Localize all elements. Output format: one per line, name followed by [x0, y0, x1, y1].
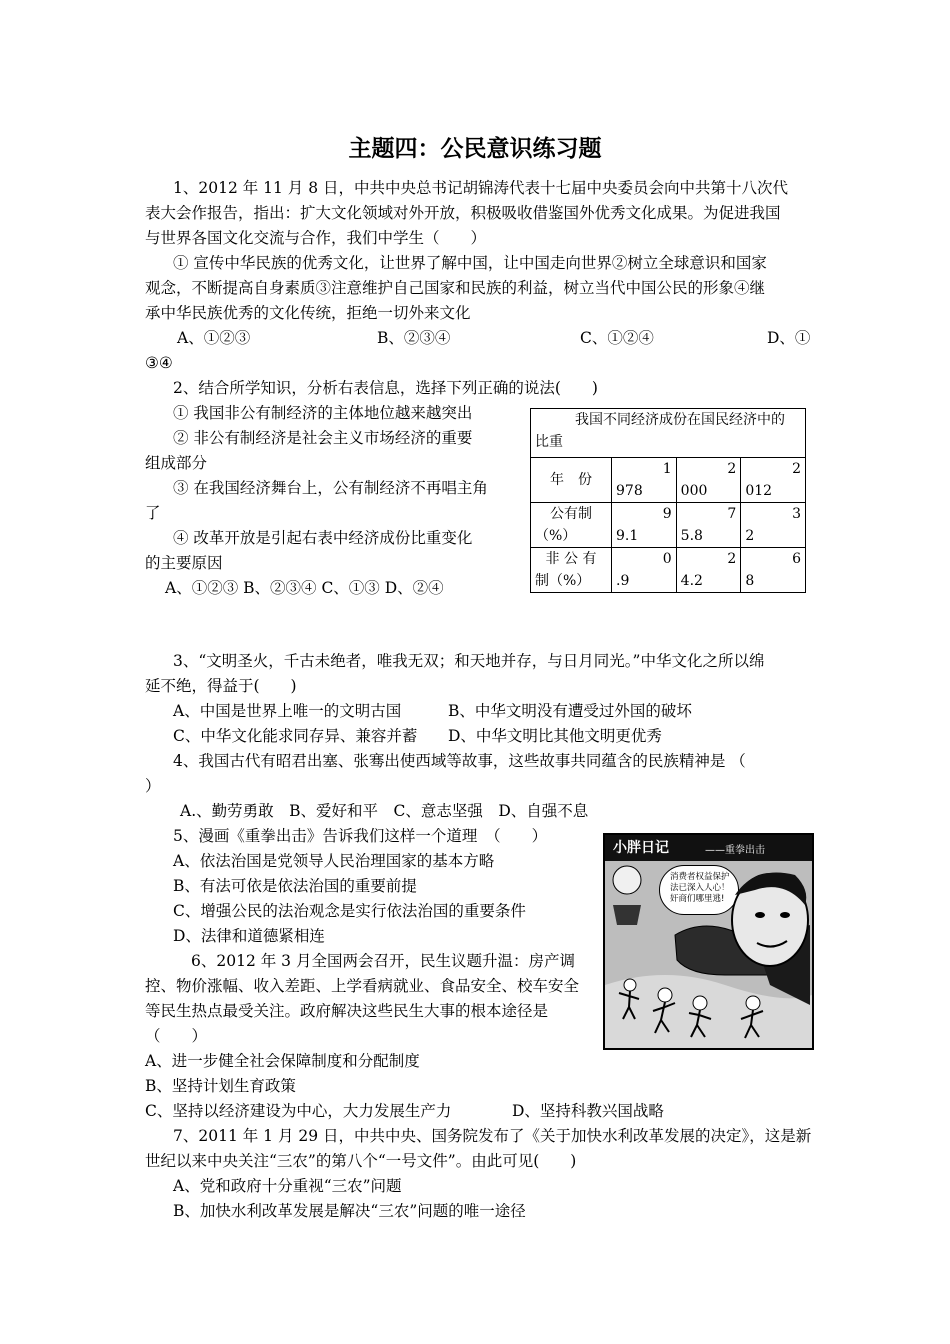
q2-line-7: 的主要原因 — [145, 554, 223, 572]
cartoon-image — [603, 833, 814, 1050]
table-cell: 9 9.1 — [612, 503, 677, 548]
q2-line-5: 了 — [145, 504, 161, 522]
economy-share-table — [530, 408, 806, 593]
q2-options: A、①②③ B、②③④ C、①③ D、②④ — [165, 579, 444, 597]
q5-option-d: D、法律和道德紧相连 — [173, 927, 325, 945]
row-label-public: 公有制 （%） — [531, 503, 612, 548]
q1-option-d-wrap: ③④ — [145, 354, 173, 372]
small-character-head — [613, 866, 641, 894]
q1-line-2: 表大会作报告，指出：扩大文化领域对外开放，积极吸收借鉴国外优秀文化成果。为促进我国 — [145, 204, 781, 222]
table-cell: 6 8 — [741, 548, 806, 593]
q6-line-3: 等民生热点最受关注。政府解决这些民生大事的根本途径是 — [145, 1002, 549, 1020]
q2-line-6: ④ 改革开放是引起右表中经济成份比重变化 — [173, 529, 473, 547]
table-cell: 7 5.8 — [676, 503, 741, 548]
q2-line-3: 组成部分 — [145, 454, 208, 472]
table-row — [531, 409, 806, 458]
figure-head-2 — [693, 996, 707, 1010]
eye-right — [780, 912, 790, 918]
q3-option-d: D、中华文明比其他文明更优秀 — [448, 727, 662, 745]
q1-line-5: 观念，不断提高自身素质③注意维护自己国家和民族的利益，树立当代中国公民的形象④继 — [145, 279, 766, 297]
cartoon-illustration — [605, 835, 812, 1048]
q1-line-3: 与世界各国文化交流与合作，我们中学生（ ） — [145, 229, 487, 247]
q1-option-c: C、①②④ — [580, 329, 654, 347]
q2-stem: 2、结合所学知识，分析右表信息，选择下列正确的说法( ) — [173, 379, 598, 397]
table-row — [531, 548, 806, 593]
q6-option-a: A、进一步健全社会保障制度和分配制度 — [145, 1052, 420, 1070]
table-row — [531, 458, 806, 503]
q2-line-1: ① 我国非公有制经济的主体地位越来越突出 — [173, 404, 473, 422]
eye-left — [755, 912, 765, 918]
q5-option-c: C、增强公民的法治观念是实行依法治国的重要条件 — [173, 902, 526, 920]
q6-option-b: B、坚持计划生育政策 — [145, 1077, 296, 1095]
page-title: 主题四：公民意识练习题 — [348, 135, 602, 162]
figure-head-4 — [624, 979, 636, 991]
table-caption — [531, 409, 806, 458]
table-caption-line-2: 比重 — [535, 434, 563, 450]
table-caption-line-1: 我国不同经济成份在国民经济中的 — [575, 412, 785, 428]
q5-option-b: B、有法可依是依法治国的重要前提 — [173, 877, 417, 895]
cartoon-header-title: 小胖日记 — [613, 840, 669, 856]
q7-line-2: 世纪以来中央关注“三农”的第八个“一号文件”。由此可见( ) — [145, 1152, 577, 1170]
table-cell: 2 000 — [676, 458, 741, 503]
q3-line-1: 3、“文明圣火，千古未绝者，唯我无双；和天地并存，与日月同光。”中华文化之所以绵 — [173, 652, 765, 670]
q1-option-b: B、②③④ — [377, 329, 451, 347]
table-cell: 3 2 — [741, 503, 806, 548]
q4-line-1: 4、我国古代有昭君出塞、张骞出使西域等故事，这些故事共同蕴含的民族精神是 （ — [173, 752, 746, 770]
q1-line-4: ① 宣传中华民族的优秀文化，让世界了解中国，让中国走向世界②树立全球意识和国家 — [173, 254, 767, 272]
table-cell: 2 012 — [741, 458, 806, 503]
q3-option-c: C、中华文化能求同存异、兼容并蓄 — [173, 727, 418, 745]
table-row — [531, 503, 806, 548]
q6-line-4: （ ） — [145, 1027, 208, 1045]
q5-stem: 5、漫画《重拳出击》告诉我们这样一个道理 （ ） — [173, 827, 548, 845]
q4-line-2: ） — [145, 777, 161, 795]
q2-line-4: ③ 在我国经济舞台上，公有制经济不再唱主角 — [173, 479, 488, 497]
row-label-private: 非 公 有 制（%） — [531, 548, 612, 593]
q1-line-6: 承中华民族优秀的文化传统，拒绝一切外来文化 — [145, 304, 471, 322]
q7-option-a: A、党和政府十分重视“三农”问题 — [173, 1177, 402, 1195]
q6-line-2: 控、物价涨幅、收入差距、上学看病就业、食品安全、校车安全 — [145, 977, 580, 995]
row-label-year: 年 份 — [531, 458, 612, 503]
q7-option-b: B、加快水利改革发展是解决“三农”问题的唯一途径 — [173, 1202, 526, 1220]
q7-line-1: 7、2011 年 1 月 29 日，中共中央、国务院发布了《关于加快水利改革发展的决定》，这是新 — [173, 1127, 812, 1145]
q6-option-d: D、坚持科教兴国战略 — [512, 1102, 664, 1120]
q1-line-1: 1、2012 年 11 月 8 日，中共中央总书记胡锦涛代表十七届中央委员会向中共第十八次代 — [173, 179, 789, 197]
q1-option-a: A、①②③ — [177, 329, 251, 347]
q6-option-c: C、坚持以经济建设为中心，大力发展生产力 — [145, 1102, 452, 1120]
small-character-body — [613, 905, 641, 925]
table-cell: 2 4.2 — [676, 548, 741, 593]
q6-line-1: 6、2012 年 3 月全国两会召开，民生议题升温：房产调 — [191, 952, 575, 970]
q3-option-b: B、中华文明没有遭受过外国的破坏 — [448, 702, 692, 720]
table-cell: 0 .9 — [612, 548, 677, 593]
table-cell: 1 978 — [612, 458, 677, 503]
q3-option-a: A、中国是世界上唯一的文明古国 — [173, 702, 402, 720]
q4-options: A.、勤劳勇敢 B、爱好和平 C、意志坚强 D、自强不息 — [180, 802, 589, 820]
q5-option-a: A、依法治国是党领导人民治理国家的基本方略 — [173, 852, 495, 870]
q2-line-2: ② 非公有制经济是社会主义市场经济的重要 — [173, 429, 473, 447]
cartoon-speech-bubble: 消费者权益保护法已深入人心！奸商们哪里逃! — [659, 865, 739, 915]
cartoon-header-subtitle: ——重拳出击 — [705, 845, 765, 856]
figure-head-3 — [746, 996, 760, 1010]
q3-line-2: 延不绝，得益于( ) — [145, 677, 297, 695]
q1-option-d: D、① — [767, 329, 811, 347]
figure-head-1 — [658, 988, 672, 1002]
